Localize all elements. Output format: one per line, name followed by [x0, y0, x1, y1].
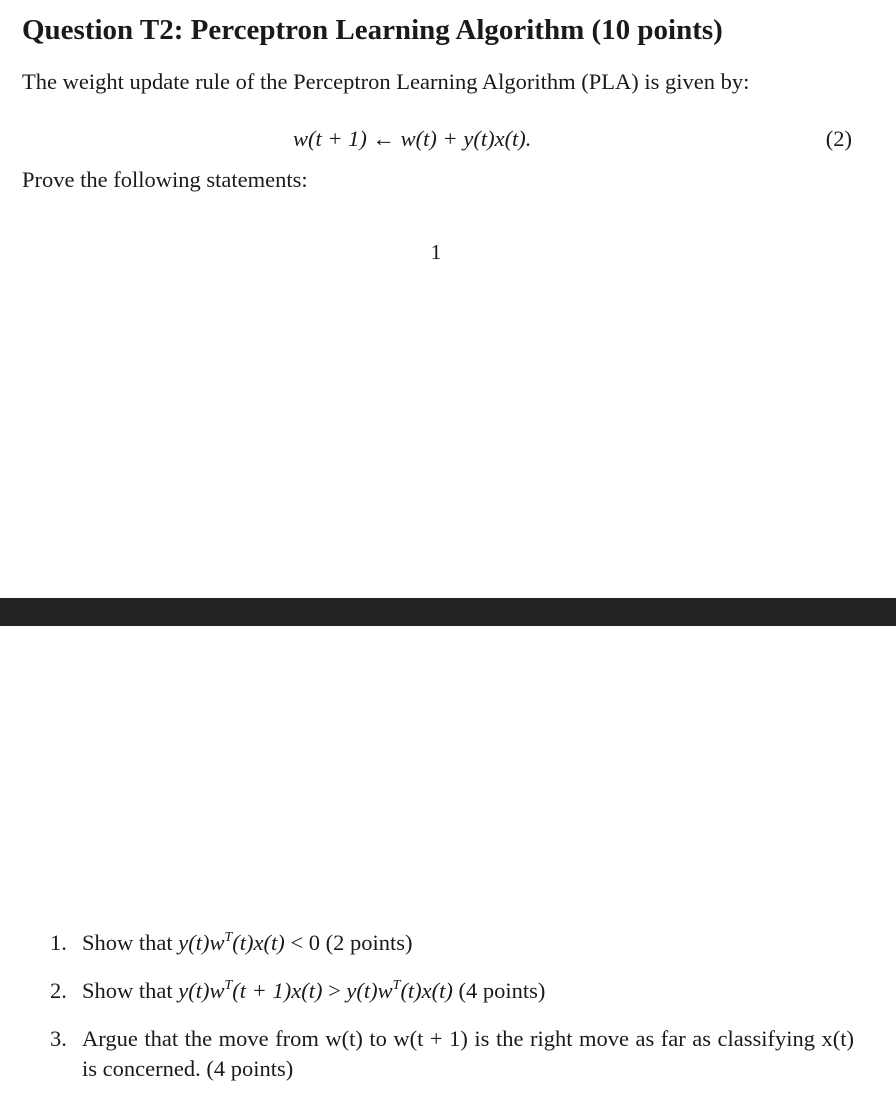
list-item: 1. Show that $y(t)w^T(t)x(t) < 0$ (2 points): [50, 930, 413, 955]
intro-paragraph: The weight update rule of the Perceptron Learning Algorithm (PLA) is given by:: [22, 69, 750, 94]
statement-list: [0, 928, 896, 1102]
equation-expression: w(t + 1) ← w(t) + y(t)x(t).: [293, 126, 532, 151]
page-number: 1: [430, 240, 442, 264]
equation-number: (2): [825, 126, 852, 151]
question-title: Question T2: Perceptron Learning Algorithm (10 points): [22, 14, 723, 46]
list-item: 3. Argue that the move from w(t) to w(t + 1) is the right move as far as classifying x(t) is concerned. (4 points): [50, 1026, 854, 1081]
update-rule-equation: [0, 126, 896, 156]
list-item: 2. Show that $y(t)w^T(t + 1)x(t) > y(t)w^T(t)x(t)$ (4 points): [50, 978, 546, 1003]
page-lower: [0, 626, 896, 1110]
prove-statement: Prove the following statements:: [22, 167, 308, 192]
page-separator: [0, 598, 896, 626]
